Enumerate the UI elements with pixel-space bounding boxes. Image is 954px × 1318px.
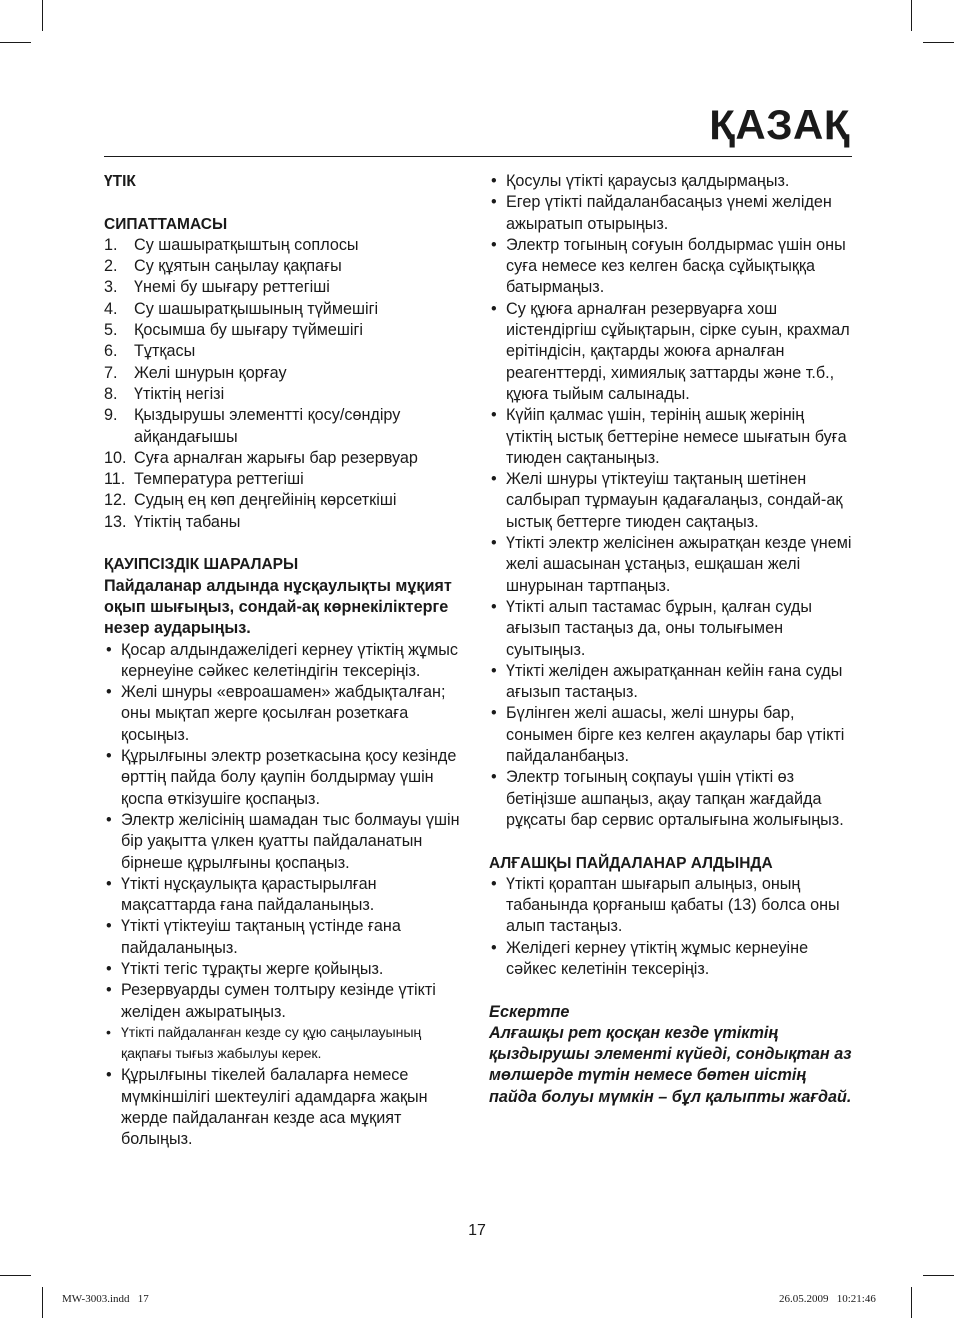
list-item bbox=[104, 256, 468, 277]
bullet-item: • Электр тогының соқпауы үшін үтікті өз бетіңізше ашпаңыз, ақау тапқан жағдайда рұқсаты бар сервис орталығына жолығыңыз. bbox=[489, 767, 853, 831]
list-item-text: Су шашыратқышының түймешігі bbox=[134, 299, 379, 318]
list-item bbox=[104, 235, 468, 256]
bullet-item: • Құрылғыны электр розеткасына қосу кезінде өрттің пайда болу қаупін болдырмау үшін қоспа өткізушіге қоспаңыз. bbox=[104, 746, 468, 810]
list-item-text: Су құятын саңылау қақпағы bbox=[134, 257, 342, 276]
list-item bbox=[104, 448, 468, 469]
bullet-item: • Үтікті алып тастамас бұрын, қалған суды ағызып тастаңыз да, оны толығымен суытыңыз. bbox=[489, 597, 853, 661]
bullet-item: • Қосулы үтікті қараусыз қалдырмаңыз. bbox=[489, 171, 853, 192]
list-item-number: 1. bbox=[104, 235, 118, 254]
list-item-text: Судың ең көп деңгейінің көрсеткіші bbox=[134, 491, 397, 510]
safety-list-continued bbox=[489, 171, 853, 831]
left-column bbox=[104, 171, 468, 1151]
list-item-text: Желі шнурын қорғау bbox=[134, 363, 287, 382]
list-item-number: 8. bbox=[104, 384, 118, 403]
first-use-list bbox=[489, 874, 853, 980]
note-title: Ескертпе bbox=[489, 1002, 570, 1021]
slug-date: 26.05.2009 10:21:46 bbox=[779, 1293, 876, 1305]
bullet-item: • Күйіп қалмас үшін, терінің ашық жерінің үтіктің ыстық беттеріне немесе шығатын буға тиюден сақтаныңыз. bbox=[489, 405, 853, 469]
bullet-item: • Үтікті нұсқаулықта қарастырылған мақсаттарда ғана пайдаланыңыз. bbox=[104, 874, 468, 917]
bullet-item: • Резервуарды сумен толтыру кезінде үтікті желіден ажыратыңыз. bbox=[104, 980, 468, 1023]
list-item bbox=[104, 320, 468, 341]
crop-mark bbox=[42, 0, 43, 31]
list-item bbox=[104, 469, 468, 490]
crop-mark bbox=[42, 1287, 43, 1318]
crop-mark bbox=[923, 1275, 954, 1276]
safety-title: ҚАУІПСІЗДІК ШАРАЛАРЫ bbox=[104, 556, 299, 574]
list-item-text: Тұтқасы bbox=[134, 342, 196, 361]
bullet-item: • Желідегі кернеу үтіктің жұмыс кернеуіне сәйкес келетінін тексеріңіз. bbox=[489, 938, 853, 981]
list-item-text: Үнемі бу шығару реттегіші bbox=[134, 278, 330, 297]
list-item-text: Үтіктің негізі bbox=[134, 384, 225, 403]
list-item bbox=[104, 341, 468, 362]
list-item-text: Су шашыратқыштың соплосы bbox=[134, 235, 359, 254]
section-title: ҮТІК bbox=[104, 173, 136, 190]
list-item-number: 10. bbox=[104, 448, 127, 467]
list-item-text: Температура реттегіші bbox=[134, 470, 304, 489]
bullet-item: • Үтікті үтіктеуіш тақтаның үстінде ғана пайдаланыңыз. bbox=[104, 916, 468, 959]
list-item-text: Үтіктің табаны bbox=[134, 512, 241, 531]
parts-list bbox=[104, 235, 468, 533]
bullet-item: • Желі шнуры үтіктеуіш тақтаның шетінен салбырап тұрмауын қадағалаңыз, сондай-ақ ыстық беттерге тиюден сақтаңыз. bbox=[489, 469, 853, 533]
first-use-title: АЛҒАШҚЫ ПАЙДАЛАНАР АЛДЫНДА bbox=[489, 854, 773, 872]
bullet-item: • Бүлінген желі ашасы, желі шнуры бар, сонымен бірге кез келген ақаулары бар үтікті пайдаланбаңыз. bbox=[489, 703, 853, 767]
note-body: Алғашқы рет қосқан кезде үтіктің қыздырушы элементі күйеді, сондықтан аз мөлшерде түтін немесе бөтен иістің пайда болуы мүмкін – бұл қалыпты жағдай. bbox=[489, 1023, 852, 1106]
list-item bbox=[104, 405, 468, 448]
bullet-item: • Үтікті пайдаланған кезде су құю саңылауының қақпағы тығыз жабылуы керек. bbox=[104, 1023, 468, 1066]
bullet-item: • Егер үтікті пайдаланбасаңыз үнемі желіден ажыратып отырыңыз. bbox=[489, 192, 853, 235]
list-item-text: Қыздырушы элементті қосу/сөндіру айқандағышы bbox=[134, 406, 401, 446]
list-item-number: 4. bbox=[104, 299, 118, 318]
list-item bbox=[104, 363, 468, 384]
bullet-item: • Электр тогының соғуын болдырмас үшін оны суға немесе кез келген басқа сұйықтыққа батырмаңыз. bbox=[489, 235, 853, 299]
safety-list bbox=[104, 640, 468, 1151]
list-item-text: Суға арналған жарығы бар резервуар bbox=[134, 448, 418, 467]
description-title: СИПАТТАМАСЫ bbox=[104, 215, 228, 233]
language-title: ҚАЗАҚ bbox=[709, 101, 850, 148]
list-item-number: 7. bbox=[104, 363, 118, 382]
list-item-number: 3. bbox=[104, 278, 118, 297]
safety-lead: Пайдаланар алдында нұсқаулықты мұқият оқып шығыңыз, сондай-ақ көрнекіліктерге незер аударыңыз. bbox=[104, 576, 452, 638]
list-item-number: 12. bbox=[104, 491, 127, 510]
bullet-item: • Үтікті тегіс тұрақты жерге қойыңыз. bbox=[104, 959, 468, 980]
page-number: 17 bbox=[468, 1222, 486, 1239]
list-item-number: 6. bbox=[104, 342, 118, 361]
crop-mark bbox=[0, 1275, 31, 1276]
crop-mark bbox=[911, 1287, 912, 1318]
crop-mark bbox=[911, 0, 912, 31]
list-item bbox=[104, 277, 468, 298]
right-column bbox=[489, 171, 853, 1108]
header-rule bbox=[104, 156, 852, 157]
list-item-number: 2. bbox=[104, 257, 118, 276]
slug-file: MW-3003.indd 17 bbox=[62, 1293, 149, 1305]
list-item-number: 11. bbox=[104, 470, 126, 489]
list-item bbox=[104, 512, 468, 533]
bullet-item: • Үтікті желіден ажыратқаннан кейін ғана суды ағызып тастаңыз. bbox=[489, 661, 853, 704]
bullet-item: • Үтікті электр желісінен ажыратқан кезде үнемі желі ашасынан ұстаңыз, ешқашан желі шнурынан тартпаңыз. bbox=[489, 533, 853, 597]
list-item-number: 13. bbox=[104, 512, 127, 531]
bullet-item: • Электр желісінің шамадан тыс болмауы үшін бір уақытта үлкен қуатты пайдаланатын бірнеше құрылғыны қоспаңыз. bbox=[104, 810, 468, 874]
bullet-item: • Су құюға арналған резервуарға хош иістендіргіш сұйықтарын, сірке суын, крахмал ерітіндісін, қақтарды жоюға арналған реагенттерді, химиялық заттарды және т.б., құюға тыйым салынады. bbox=[489, 299, 853, 405]
list-item bbox=[104, 384, 468, 405]
bullet-item: • Үтікті қораптан шығарып алыңыз, оның табанында қорғаныш қабаты (13) болса оны алып тастаңыз. bbox=[489, 874, 853, 938]
crop-mark bbox=[0, 42, 31, 43]
list-item-number: 5. bbox=[104, 321, 118, 340]
bullet-item: • Құрылғыны тікелей балаларға немесе мүмкіншілігі шектеулігі адамдарға жақын жерде пайдаланған кезде аса мұқият болыңыз. bbox=[104, 1065, 468, 1150]
list-item bbox=[104, 490, 468, 511]
bullet-item: • Желі шнуры «евроашамен» жабдықталған; оны мықтап жерге қосылған розеткаға қосыңыз. bbox=[104, 682, 468, 746]
list-item-number: 9. bbox=[104, 406, 118, 425]
list-item-text: Қосымша бу шығару түймешігі bbox=[134, 321, 363, 340]
crop-mark bbox=[923, 42, 954, 43]
list-item bbox=[104, 299, 468, 320]
bullet-item: • Қосар алдындажелідегі кернеу үтіктің жұмыс кернеуіне сәйкес келетіндігін тексеріңіз. bbox=[104, 640, 468, 683]
